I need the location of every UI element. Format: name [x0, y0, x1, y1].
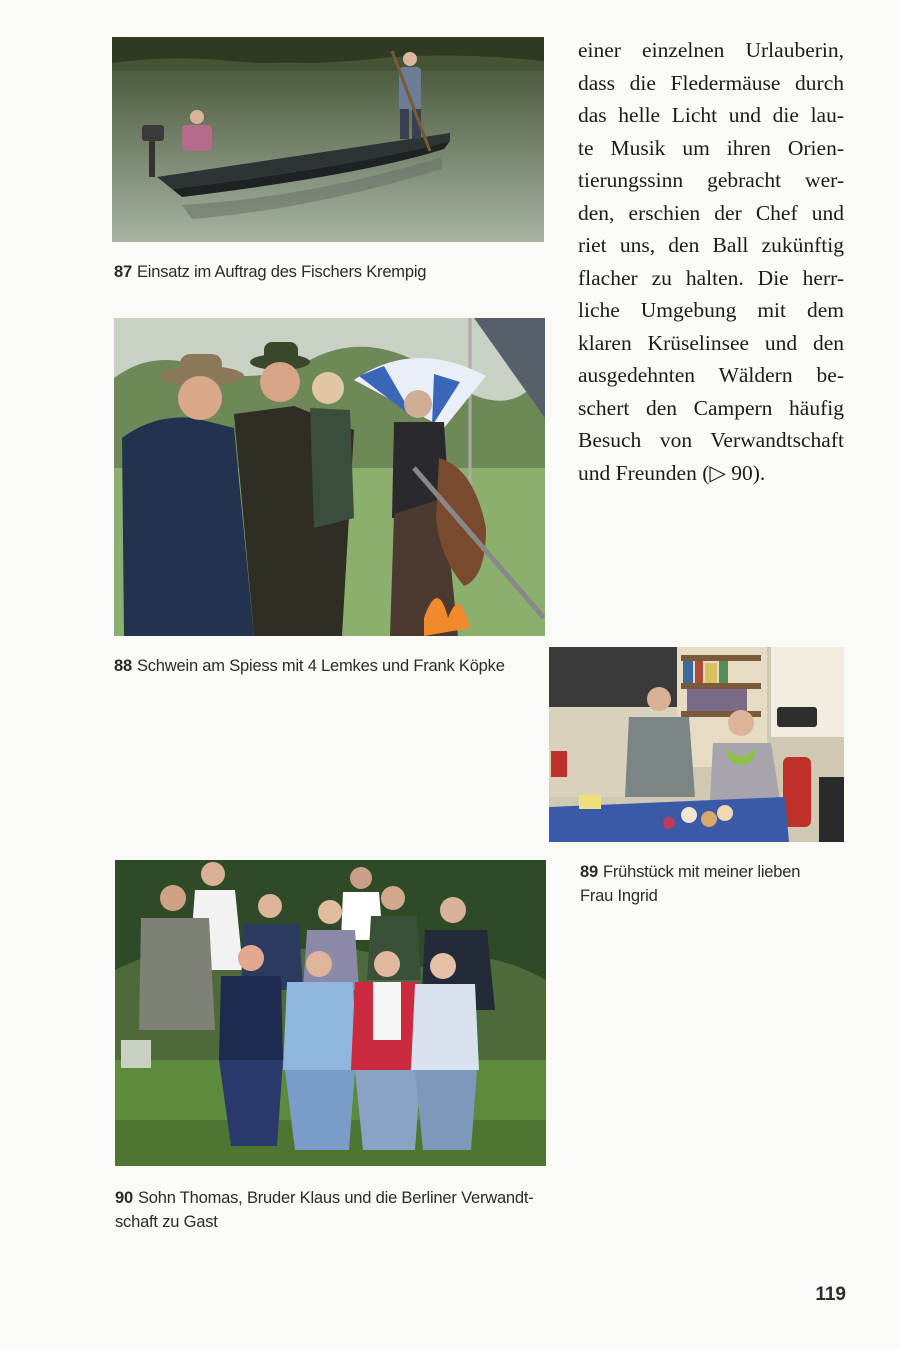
caption-number: 88: [114, 657, 132, 675]
photo-89-breakfast: [549, 647, 844, 842]
caption-text-line-2: Frau Ingrid: [580, 887, 658, 905]
body-line: liche Umgebung mit dem: [578, 298, 844, 322]
photo-87-boat-on-lake: [112, 37, 544, 242]
body-text-column: [578, 34, 844, 489]
body-line: schert den Campern häufig: [578, 395, 844, 420]
body-line: den, erschien der Chef und: [578, 200, 844, 225]
body-line: tierungssinn gebracht wer-: [578, 168, 844, 192]
body-line: Besuch von Verwandtschaft: [578, 428, 844, 452]
caption-number: 89: [580, 863, 598, 881]
caption-text: Einsatz im Auftrag des Fischers Krempig: [136, 263, 427, 281]
page-number: 119: [815, 1284, 846, 1305]
body-line: ausgedehnten Wäldern be-: [578, 363, 844, 387]
body-line: klaren Krüselinsee und den: [578, 330, 844, 355]
body-line: dass die Fledermäuse durch: [578, 70, 844, 95]
caption-text-line-2: schaft zu Gast: [115, 1213, 218, 1231]
body-line: flacher zu halten. Die herr-: [578, 265, 844, 290]
body-line: und Freunden (▷ 90).: [578, 460, 766, 485]
caption-88: [114, 654, 544, 678]
body-line: te Musik um ihren Orien-: [578, 135, 844, 160]
body-line: das helle Licht und die lau-: [578, 103, 844, 127]
caption-90: [115, 1186, 555, 1234]
caption-89: [580, 860, 842, 908]
body-line: riet uns, den Ball zukünftig: [578, 233, 844, 257]
body-line: einer einzelnen Urlauberin,: [578, 38, 844, 62]
caption-text: Schwein am Spiess mit 4 Lemkes und Frank Köpke: [136, 657, 505, 675]
photo-90-family-group: [115, 860, 546, 1166]
photo-88-spit-roast: [114, 318, 545, 636]
caption-text-line-1: Frühstück mit meiner lieben: [602, 863, 801, 881]
caption-number: 87: [114, 263, 132, 281]
caption-number: 90: [115, 1189, 133, 1207]
caption-87: [114, 260, 544, 284]
caption-text-line-1: Sohn Thomas, Bruder Klaus und die Berliner Verwandt-: [137, 1189, 534, 1207]
